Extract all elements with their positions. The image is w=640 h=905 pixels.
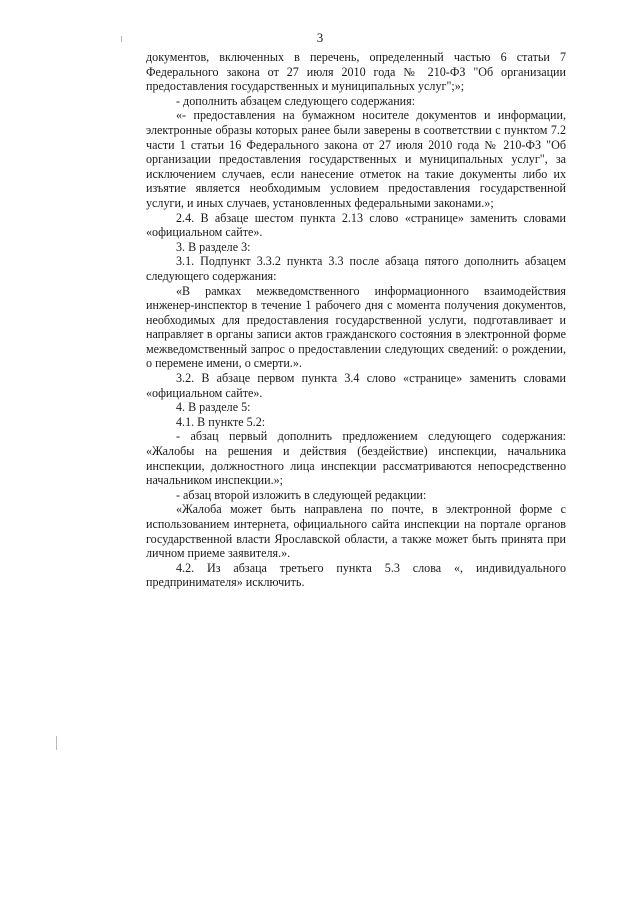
paragraph: 4. В разделе 5: (176, 400, 251, 415)
paragraph: 3. В разделе 3: (176, 239, 251, 254)
page-number: 3 (316, 30, 324, 45)
paragraph: «В рамках межведомственного информационного взаимодействия инженер-инспектор в течение 1 рабочего дня с момента получения документов, необходимых для предоставления государственной услуги, подготавливает и направляет в органы записи актов гражданского состояния в электронной форме межведомственный запрос о предоставлении следующих сведений: о рождении, о перемене имени, о смерти.». (146, 283, 566, 371)
document-body (146, 50, 566, 590)
paragraph: «Жалоба может быть направлена по почте, в электронной форме с использованием интернета, официального сайта инспекции на портале органов государственной власти Ярославской области, а также может быть принята при личном приеме заявителя.». (146, 502, 566, 561)
paragraph: 3.2. В абзаце первом пункта 3.4 слово «странице» заменить словами «официальном сайте». (146, 371, 566, 400)
paragraph: «- предоставления на бумажном носителе документов и информации, электронные образы которых ранее были заверены в соответствии с пунктом 7.2 части 1 статьи 16 Федерального закона от 27 июля 2010 года № 210-ФЗ "Об организации предоставления государственных и муниципальных услуг", за исключением случаев, если нанесение отметок на такие документы либо их изъятие является необходимым условием предоставления государственной услуги, и иных случаев, установленных федеральными законами.»; (146, 108, 566, 210)
scan-artifact (56, 736, 57, 750)
paragraph: документов, включенных в перечень, определенный частью 6 статьи 7 Федерального закона от 27 июля 2010 года № 210-ФЗ "Об организации предоставления государственных и муниципальных услуг";»; (146, 50, 566, 94)
paragraph: - дополнить абзацем следующего содержания: (176, 93, 416, 108)
paragraph: 4.1. В пункте 5.2: (176, 414, 266, 429)
paragraph: - абзац первый дополнить предложением следующего содержания: «Жалобы на решения и действия (бездействие) инспекции, начальника инспекции, должностного лица инспекции рассматриваются непосредственно начальником инспекции.»; (146, 429, 566, 488)
paragraph: 2.4. В абзаце шестом пункта 2.13 слово «странице» заменить словами «официальном сайте». (146, 210, 566, 240)
paragraph: 3.1. Подпункт 3.3.2 пункта 3.3 после абзаца пятого дополнить абзацем следующего содержания: (146, 254, 566, 283)
paragraph: - абзац второй изложить в следующей редакции: (176, 487, 427, 502)
paragraph: 4.2. Из абзаца третьего пункта 5.3 слова «, индивидуального предпринимателя» исключить. (146, 560, 566, 590)
